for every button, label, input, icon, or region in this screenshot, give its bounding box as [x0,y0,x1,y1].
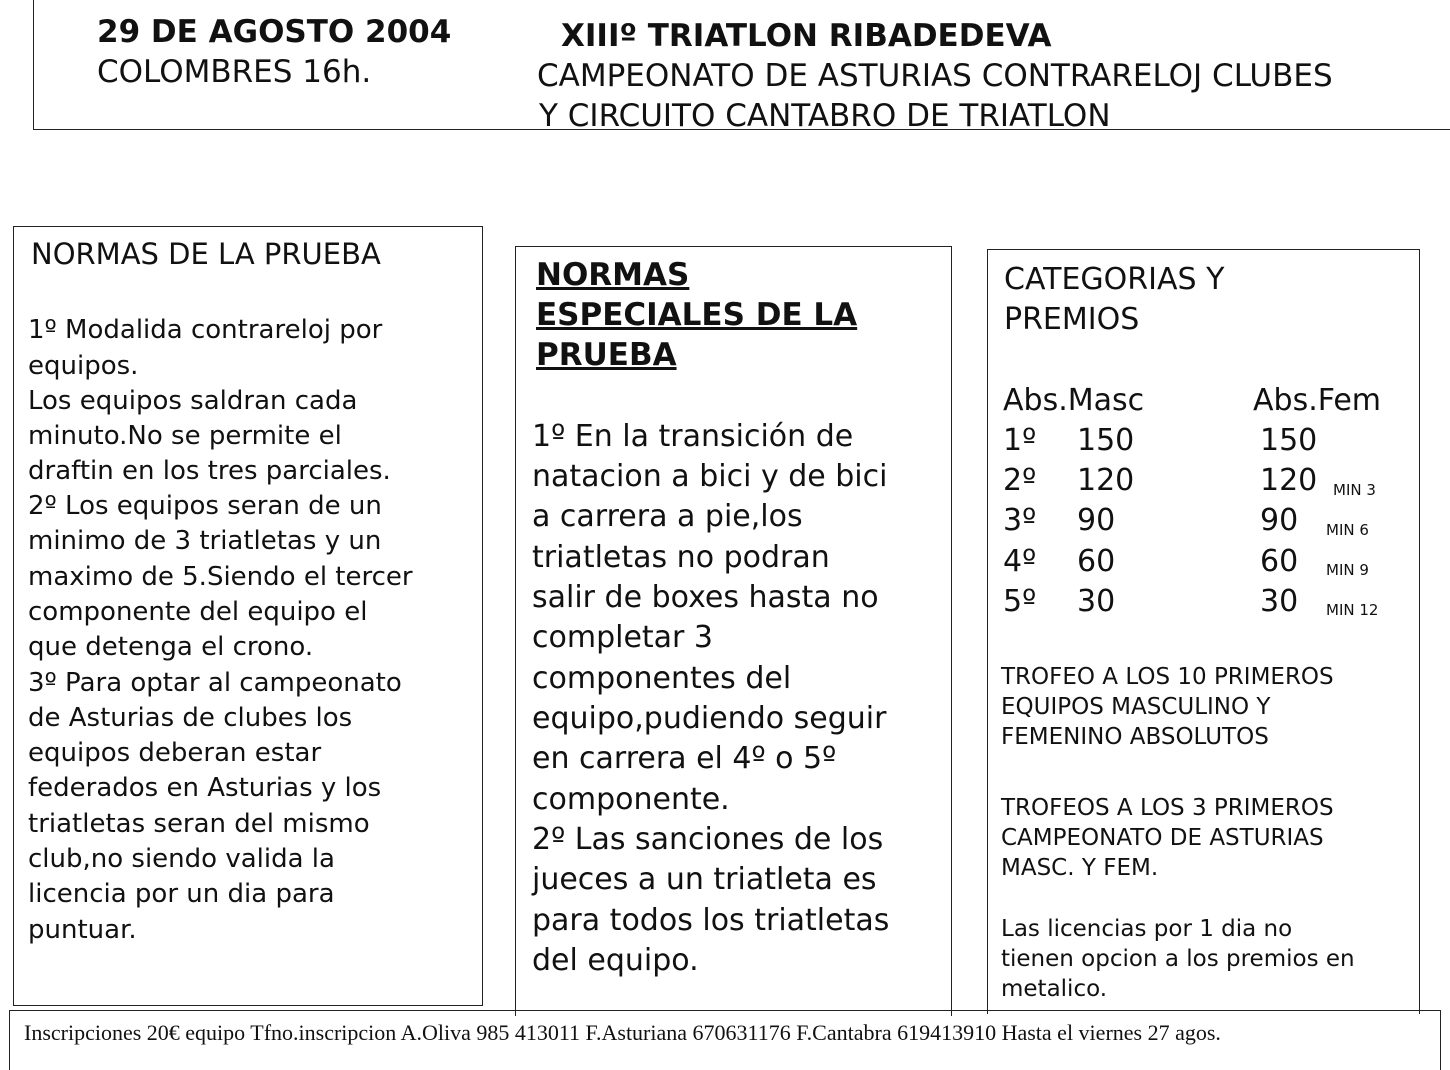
rules-line: componente del equipo el [28,597,368,627]
rules-line: de Asturias de clubes los [28,703,353,733]
header-abs-masc: Abs.Masc [1003,383,1145,418]
rules-line: 2º Los equipos seran de un [28,491,382,521]
special-rules-line: jueces a un triatleta es [532,862,877,897]
rules-line: minuto.No se permite el [28,421,342,451]
trophy-note-line: TROFEO A LOS 10 PRIMEROS [1001,664,1334,690]
rules-line: triatletas seran del mismo [28,809,370,839]
special-rules-box [515,246,952,1016]
prize-fem: 60 [1260,544,1299,579]
license-note-line: Las licencias por 1 dia no [1001,916,1293,942]
event-place-time: COLOMBRES 16h. [97,54,372,90]
rules-line: que detenga el crono. [28,632,314,662]
prize-fem: 90 [1260,503,1299,538]
rules-line: club,no siendo valida la [28,844,335,874]
footer-box [9,1010,1441,1070]
rules-box [13,226,483,1006]
rules-line: 3º Para optar al campeonato [28,668,402,698]
prize-masc: 120 [1077,463,1135,498]
rules-title: NORMAS DE LA PRUEBA [31,237,381,271]
trophy-note-line: CAMPEONATO DE ASTURIAS [1001,825,1324,851]
special-rules-title-line: ESPECIALES DE LA [536,297,858,333]
special-rules-line: natacion a bici y de bici [532,459,888,494]
special-rules-title-line: NORMAS [536,257,690,293]
trophy-note-line: FEMENINO ABSOLUTOS [1001,724,1269,750]
prize-masc: 30 [1077,584,1116,619]
categories-title-line: PREMIOS [1004,302,1140,337]
header-box [33,0,1450,134]
event-subtitle-line2: Y CIRCUITO CANTABRO DE TRIATLON [539,98,1111,134]
prize-fem: 30 [1260,584,1299,619]
special-rules-line: triatletas no podran [532,540,830,575]
rules-line: maximo de 5.Siendo el tercer [28,562,413,592]
registration-info: Inscripciones 20€ equipo Tfno.inscripcion A.Oliva 985 413011 F.Asturiana 670631176 F.Cantabra 619413910 Hasta el viernes 27 agos. [24,1020,1221,1045]
prize-place: 2º [1003,463,1037,498]
special-rules-line: en carrera el 4º o 5º [532,741,837,776]
special-rules-line: 2º Las sanciones de los [532,822,884,857]
categories-title-line: CATEGORIAS Y [1004,262,1225,297]
prize-masc: 60 [1077,544,1116,579]
prize-place: 3º [1003,503,1037,538]
special-rules-line: completar 3 [532,620,714,655]
rules-line: 1º Modalida contrareloj por [28,315,383,345]
prize-place: 1º [1003,423,1037,458]
trophy-note-line: MASC. Y FEM. [1001,855,1159,881]
prize-min: MIN 12 [1326,601,1379,619]
rules-line: licencia por un dia para [28,879,335,909]
rules-line: minimo de 3 triatletas y un [28,526,382,556]
special-rules-title-line: PRUEBA [536,337,677,373]
rules-line: Los equipos saldran cada [28,386,358,416]
prize-min: MIN 3 [1333,481,1376,499]
special-rules-line: salir de boxes hasta no [532,580,879,615]
special-rules-line: para todos los triatletas [532,903,890,938]
license-note-line: tienen opcion a los premios en [1001,946,1355,972]
prize-place: 4º [1003,544,1037,579]
header-abs-fem: Abs.Fem [1253,383,1382,418]
rules-line: equipos deberan estar [28,738,322,768]
special-rules-line: del equipo. [532,943,699,978]
prize-fem: 120 [1260,463,1318,498]
license-note-line: metalico. [1001,976,1108,1002]
rules-line: federados en Asturias y los [28,773,382,803]
special-rules-line: 1º En la transición de [532,419,854,454]
rules-line: draftin en los tres parciales. [28,456,391,486]
prize-min: MIN 6 [1326,521,1369,539]
special-rules-line: componentes del [532,661,792,696]
rules-line: puntuar. [28,915,137,945]
prize-min: MIN 9 [1326,561,1369,579]
trophy-note-line: TROFEOS A LOS 3 PRIMEROS [1001,795,1334,821]
rules-line: equipos. [28,351,139,381]
prize-masc: 150 [1077,423,1135,458]
event-subtitle-line1: CAMPEONATO DE ASTURIAS CONTRARELOJ CLUBES [537,58,1333,94]
prize-place: 5º [1003,584,1037,619]
special-rules-line: componente. [532,782,730,817]
prize-masc: 90 [1077,503,1116,538]
categories-box [987,249,1420,1014]
special-rules-line: equipo,pudiendo seguir [532,701,887,736]
special-rules-line: a carrera a pie,los [532,499,803,534]
event-title: XIIIº TRIATLON RIBADEDEVA [561,18,1052,54]
prize-fem: 150 [1260,423,1318,458]
trophy-note-line: EQUIPOS MASCULINO Y [1001,694,1271,720]
event-date: 29 DE AGOSTO 2004 [97,14,452,50]
